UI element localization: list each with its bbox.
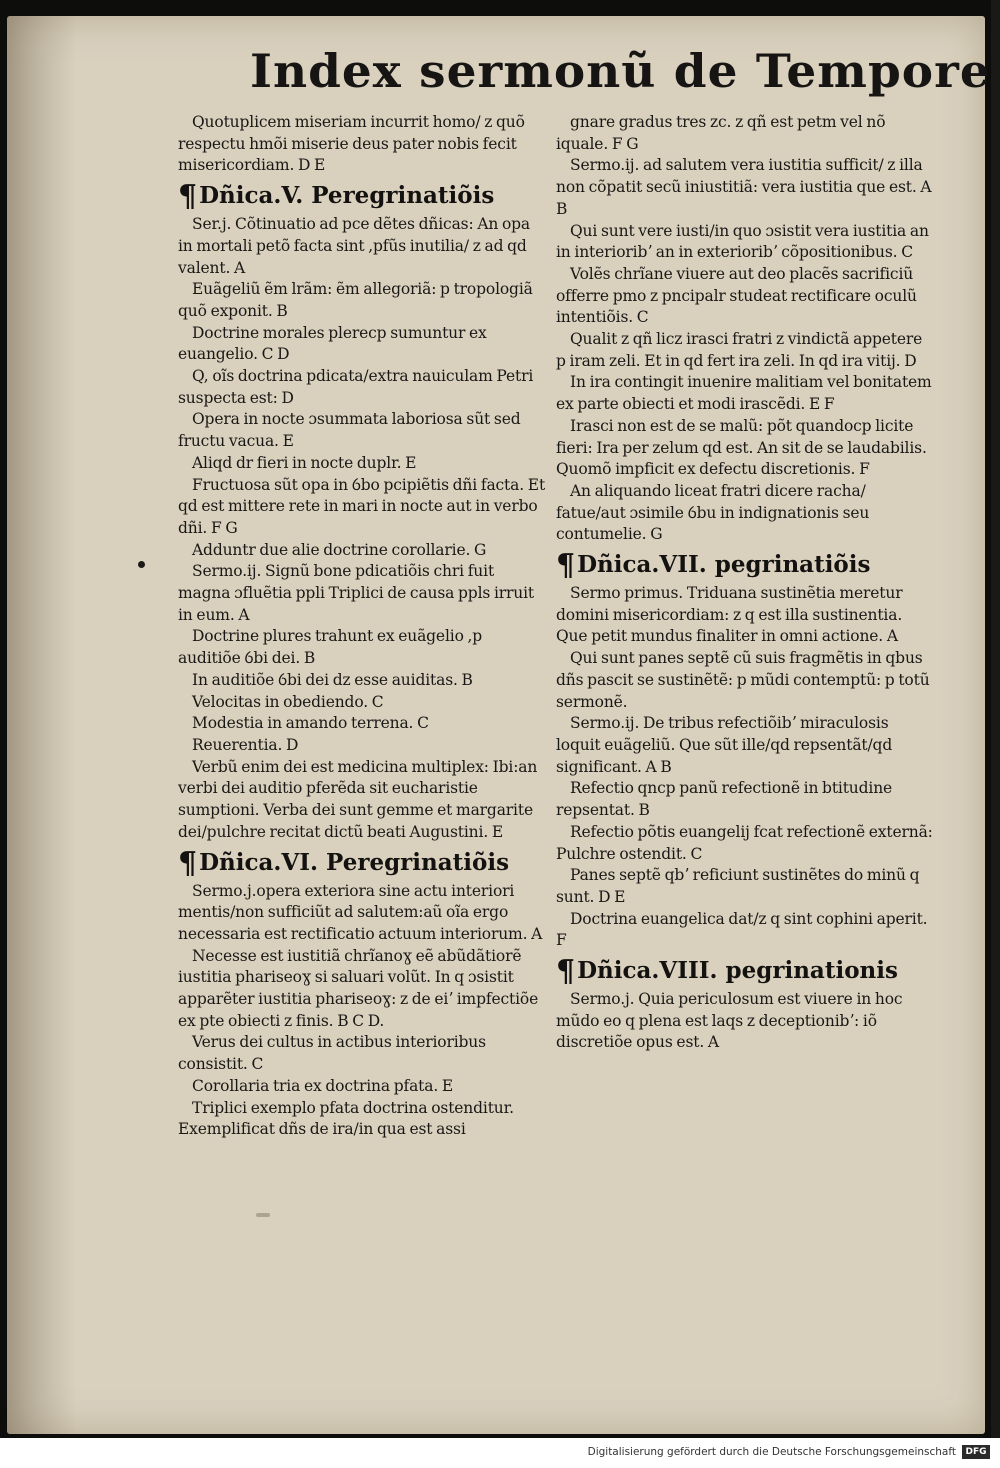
margin-ink-dot <box>138 561 145 568</box>
index-entry: Corollaria tria ex doctrina pfata. E <box>192 1076 454 1095</box>
index-entry: Sermo.ij. Signũ bone pdicatiõis chri fuit magna ɔfluẽtia ppli Triplici de causa ppls irruit in eum. A <box>178 562 535 624</box>
section-heading <box>556 548 934 584</box>
footer-credit: Digitalisierung gefördert durch die Deutsche Forschungsgemeinschaft <box>587 1446 956 1458</box>
index-entry: Sermo.ij. ad salutem vera iustitia sufficit/ z illa non cõpatit secũ iniustitiã: vera iustitia que est. A B <box>556 156 932 218</box>
section-heading-text: Dñica.V. Peregrinatiõis <box>199 182 495 210</box>
page-title: Index sermonũ de Tempore <box>250 44 991 98</box>
index-entry: Modestia in amando terrena. C <box>192 714 429 733</box>
index-entry: Triplici exemplo pfata doctrina ostenditur. Exemplificat dñs de ira/in qua est assi <box>178 1098 514 1139</box>
footer-bar <box>0 1438 1000 1468</box>
index-entry: In ira contingit inuenire malitiam vel bonitatem ex parte obiecti et modi irascẽdi. E F <box>556 373 932 414</box>
dfg-logo: DFG <box>962 1445 990 1459</box>
pilcrow-icon: ¶ <box>556 548 576 584</box>
section-heading-text: Dñica.VII. pegrinatiõis <box>577 551 871 579</box>
index-entry: Reuerentia. D <box>192 735 299 754</box>
index-entry: Doctrine plures trahunt ex euãgelio ,p auditiõe ỽbi dei. B <box>178 627 483 668</box>
index-entry: Refectio põtis euangelij fcat refectionẽ externã: Pulchre ostendit. C <box>556 822 933 863</box>
index-entry: Necesse est iustitiã chrĩanoɣ eẽ abũdãtiorẽ iustitia phariseoɣ si saluari volũt. In q ɔsistit apparẽter iustitia phariseoɣ: z de eiʼ impfectiõe ex pte obiecti z finis. B C D. <box>178 946 539 1030</box>
index-entry: Panes septẽ qbʼ reficiunt sustinẽtes do minũ q sunt. D E <box>556 866 920 906</box>
index-entry: Ser.j. Cõtinuatio ad pce dẽtes dñicas: An opa in mortali petõ facta sint ,pfũs inutilia/ z ad qd valent. A <box>178 215 531 277</box>
index-entry: Volẽs chrĩane viuere aut deo placẽs sacrificiũ offerre pmo z pncipalr studeat rectificare oculũ intentiõis. C <box>556 264 917 327</box>
pilcrow-icon: ¶ <box>178 179 198 215</box>
index-entry: An aliquando liceat fratri dicere racha/ fatue/aut ɔsimile ỽbu in indignationis seu contumelie. G <box>556 481 870 544</box>
section-heading <box>178 179 546 215</box>
index-entry: Q, oĩs doctrina pdicata/extra nauiculam Petri suspecta est: D <box>178 367 534 407</box>
index-entry: Aliqd dr fieri in nocte duplr. E <box>192 453 417 472</box>
index-entry: Sermo.ij. De tribus refectiõibʼ miraculosis loquit euãgeliũ. Que sũt ille/qd repsentãt/qd significant. A B <box>556 714 893 776</box>
page-gutter-shadow <box>7 16 77 1434</box>
section-heading <box>178 845 546 881</box>
index-entry: In auditiõe ỽbi dei dz esse auiditas. B <box>192 670 473 689</box>
section-heading <box>556 954 934 990</box>
left-column <box>178 112 546 1141</box>
index-entry: Doctrine morales plerecp sumuntur ex euangelio. C D <box>178 323 487 364</box>
right-column <box>556 112 934 1054</box>
index-entry: Adduntr due alie doctrine corollarie. G <box>192 540 487 559</box>
index-entry: Qui sunt vere iusti/in quo ɔsistit vera iustitia an in interioribʼ an in exterioribʼ cõpositionibus. C <box>556 221 929 262</box>
index-entry: Verbũ enim dei est medicina multiplex: Ibi:an verbi dei auditio pferẽda sit eucharistie sumptioni. Verba dei sunt gemme et margarite dei/pulchre recitat dictũ beati Augustini. E <box>178 757 538 841</box>
index-entry: Qui sunt panes septẽ cũ suis fragmẽtis in qbus dñs pascit se sustinẽtẽ: p mũdi contemptũ: p totũ sermonẽ. <box>556 649 930 711</box>
scan-edge-strip <box>991 0 1000 1438</box>
index-entry: Verus dei cultus in actibus interioribus consistit. C <box>178 1033 486 1074</box>
index-entry: gnare gradus tres zc. z qñ est petm vel nõ iquale. F G <box>556 113 886 153</box>
pilcrow-icon: ¶ <box>178 845 198 881</box>
index-entry: Euãgeliũ ẽm lrãm: ẽm allegoriã: p tropologiã quõ exponit. B <box>178 280 533 320</box>
index-entry: Sermo.j.opera exteriora sine actu interiori mentis/non sufficiũt ad salutem:aũ oĩa ergo necessaria est rectificatio actuum interiorum. A <box>178 881 543 943</box>
ink-smudge <box>256 1213 270 1217</box>
section-heading-text: Dñica.VIII. pegrinationis <box>577 957 898 985</box>
index-entry: Irasci non est de se malũ: põt quandocp licite fieri: Ira per zelum qd est. An sit de se laudabilis. Quomõ impficit ex defectu discretionis. F <box>556 416 927 479</box>
index-entry: Fructuosa sũt opa in ỽbo pcipiẽtis dñi facta. Et qd est mittere rete in mari in nocte aut in verbo dñi. F G <box>178 475 546 537</box>
index-entry: Sermo primus. Triduana sustinẽtia meretur domini misericordiam: z q est illa sustinentia. Que petit mundus finaliter in omni actione. A <box>556 584 903 646</box>
index-entry: Doctrina euangelica dat/z q sint cophini aperit. F <box>556 909 928 950</box>
section-heading-text: Dñica.VI. Peregrinatiõis <box>199 848 510 876</box>
index-entry: Quotuplicem miseriam incurrit homo/ z quõ respectu hmõi miserie deus pater nobis fecit misericordiam. D E <box>178 113 525 175</box>
index-entry: Sermo.j. Quia periculosum est viuere in hoc mũdo eo q plena est laqs z deceptionibʼ: iõ discretiõe opus est. A <box>556 990 903 1052</box>
index-entry: Opera in nocte ɔsummata laboriosa sũt sed fructu vacua. E <box>178 410 521 451</box>
index-entry: Velocitas in obediendo. C <box>192 692 384 711</box>
pilcrow-icon: ¶ <box>556 954 576 990</box>
index-entry: Refectio qncp panũ refectionẽ in btitudine repsentat. B <box>556 779 893 820</box>
index-entry: Qualit z qñ licz irasci fratri z vindictã appetere p iram zeli. Et in qd fert ira zeli. In qd ira vitij. D <box>556 330 923 370</box>
